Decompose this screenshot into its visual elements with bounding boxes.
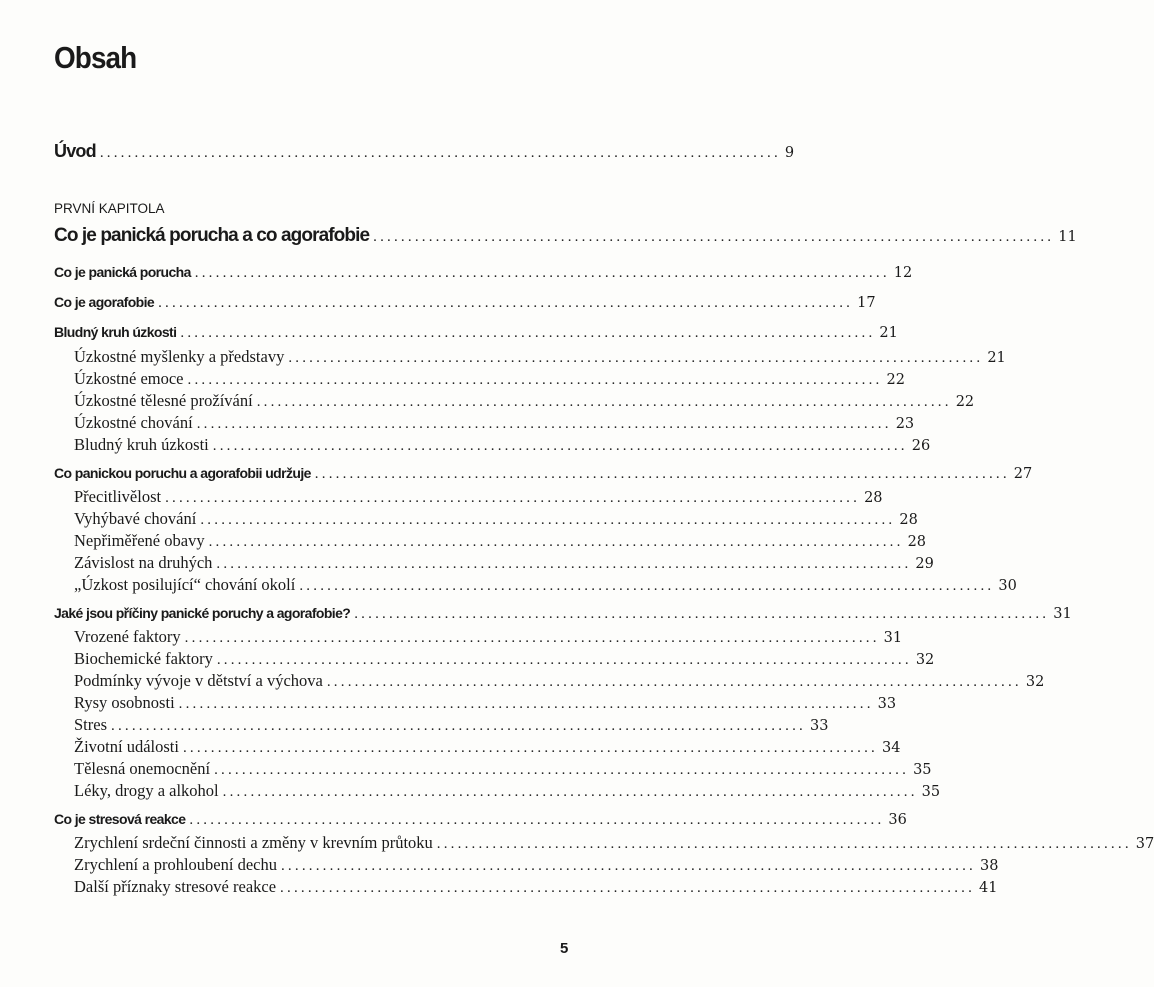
toc-entry[interactable] xyxy=(74,855,999,877)
dot-leader: .................................................................................................... xyxy=(222,784,918,800)
dot-leader: .................................................................................................... xyxy=(200,512,896,528)
dot-leader: .................................................................................................... xyxy=(216,556,912,572)
dot-leader: .................................................................................................... xyxy=(214,762,910,778)
entry-page: 31 xyxy=(1053,606,1072,622)
entry-page: 37 xyxy=(1135,836,1154,852)
entry-page: 22 xyxy=(886,372,905,388)
entry-page: 28 xyxy=(907,534,927,550)
dot-leader: .................................................................................................... xyxy=(280,858,976,874)
entry-page: 22 xyxy=(955,394,975,410)
toc-entry[interactable] xyxy=(74,627,903,649)
dot-leader: .................................................................................................... xyxy=(314,466,1010,482)
entry-label: Úzkostné myšlenky a představy xyxy=(74,347,285,366)
entry-page: 28 xyxy=(864,490,883,506)
dot-leader: .................................................................................................... xyxy=(165,490,861,506)
entry-page: 30 xyxy=(998,578,1017,594)
entry-label: Nepřiměřené obavy xyxy=(74,531,205,550)
entry-label: Úvod xyxy=(54,141,96,161)
toc-entry[interactable] xyxy=(74,671,1045,693)
toc-entry[interactable] xyxy=(74,781,941,803)
toc-entry[interactable] xyxy=(74,737,901,759)
toc-entry[interactable] xyxy=(74,369,905,391)
page-title: Obsah xyxy=(54,40,137,75)
entry-page: 29 xyxy=(915,556,934,572)
dot-leader: .................................................................................................... xyxy=(212,438,908,454)
toc-entry-intro[interactable] xyxy=(54,141,795,163)
entry-label: Tělesná onemocnění xyxy=(74,759,211,778)
entry-label: Co panickou poruchu a agorafobii udržuje xyxy=(54,465,311,481)
toc-entry[interactable] xyxy=(74,435,931,457)
toc-entry[interactable] xyxy=(54,324,898,346)
toc-entry[interactable] xyxy=(74,877,998,899)
toc-entry[interactable] xyxy=(74,649,935,671)
dot-leader: .................................................................................................... xyxy=(178,696,874,712)
entry-label: Stres xyxy=(74,715,107,734)
entry-page: 28 xyxy=(899,512,918,528)
toc-entry[interactable] xyxy=(74,715,829,737)
entry-label: Co je panická porucha xyxy=(54,264,191,280)
entry-page: 32 xyxy=(1025,674,1045,690)
toc-entry[interactable] xyxy=(74,759,932,781)
dot-leader: .................................................................................................... xyxy=(280,880,976,896)
entry-label: Zrychlení a prohloubení dechu xyxy=(74,855,277,874)
toc-entry[interactable] xyxy=(74,693,897,715)
dot-leader: .................................................................................................... xyxy=(354,606,1050,622)
entry-label: Zrychlení srdeční činnosti a změny v krevním průtoku xyxy=(74,833,433,852)
toc-entry[interactable] xyxy=(74,413,915,435)
entry-label: Úzkostné chování xyxy=(74,413,193,432)
dot-leader: .................................................................................................... xyxy=(256,394,952,410)
entry-label: Bludný kruh úzkosti xyxy=(54,324,177,340)
entry-label: Závislost na druhých xyxy=(74,553,213,572)
entry-label: Přecitlivělost xyxy=(74,487,162,506)
toc-entry[interactable] xyxy=(74,509,918,531)
dot-leader: .................................................................................................... xyxy=(111,718,806,734)
entry-label: Rysy osobnosti xyxy=(74,693,175,712)
entry-page: 11 xyxy=(1058,229,1077,245)
dot-leader: .................................................................................................... xyxy=(288,350,984,366)
entry-label: „Úzkost posilující“ chování okolí xyxy=(74,575,296,594)
dot-leader: .................................................................................................... xyxy=(196,416,892,432)
entry-page: 32 xyxy=(915,652,935,668)
dot-leader: .................................................................................................... xyxy=(436,836,1132,852)
chapter-kicker: PRVNÍ KAPITOLA xyxy=(54,201,165,216)
toc-entry[interactable] xyxy=(74,575,1017,597)
toc-entry[interactable] xyxy=(74,553,934,575)
entry-label: Úzkostné tělesné prožívání xyxy=(74,391,253,410)
toc-entry[interactable] xyxy=(74,347,1006,369)
dot-leader: .................................................................................................. xyxy=(99,145,781,161)
dot-leader: .................................................................................................... xyxy=(299,578,995,594)
entry-label: Biochemické faktory xyxy=(74,649,213,668)
entry-label: Podmínky vývoje v dětství a výchova xyxy=(74,671,323,690)
toc-entry[interactable] xyxy=(54,605,1072,627)
entry-label: Úzkostné emoce xyxy=(74,369,184,388)
entry-page: 23 xyxy=(895,416,915,432)
entry-page: 38 xyxy=(979,858,999,874)
entry-page: 21 xyxy=(987,350,1006,366)
entry-page: 33 xyxy=(877,696,897,712)
dot-leader: .................................................................................................... xyxy=(216,652,912,668)
toc-entry[interactable] xyxy=(74,487,883,509)
entry-page: 33 xyxy=(810,718,829,734)
entry-page: 12 xyxy=(893,265,913,281)
toc-entry[interactable] xyxy=(54,264,913,286)
entry-page: 35 xyxy=(921,784,941,800)
dot-leader: .................................................................................................... xyxy=(180,325,876,341)
entry-page: 41 xyxy=(979,880,998,896)
entry-page: 31 xyxy=(883,630,903,646)
toc-entry[interactable] xyxy=(54,294,876,316)
toc-entry[interactable] xyxy=(74,531,927,553)
entry-label: Další příznaky stresové reakce xyxy=(74,877,277,896)
toc-entry[interactable] xyxy=(74,833,1154,855)
dot-leader: .................................................................................................... xyxy=(158,295,854,311)
page-number: 5 xyxy=(560,940,569,957)
dot-leader: .................................................................................................... xyxy=(189,812,885,828)
entry-page: 9 xyxy=(784,145,795,161)
entry-page: 34 xyxy=(881,740,901,756)
dot-leader: .................................................................................................... xyxy=(326,674,1022,690)
entry-label: Léky, drogy a alkohol xyxy=(74,781,219,800)
toc-entry[interactable] xyxy=(54,465,1033,487)
entry-page: 27 xyxy=(1013,466,1033,482)
dot-leader: .................................................................................................... xyxy=(187,372,883,388)
entry-label: Co je panická porucha a co agorafobie xyxy=(54,225,370,246)
toc-entry-chapter[interactable] xyxy=(54,225,1077,247)
entry-label: Jaké jsou příčiny panické poruchy a agorafobie? xyxy=(54,605,351,621)
entry-label: Životní události xyxy=(74,737,179,756)
dot-leader: .................................................................................................. xyxy=(373,229,1055,245)
toc-entry[interactable] xyxy=(54,811,907,833)
entry-label: Co je stresová reakce xyxy=(54,811,186,827)
entry-label: Bludný kruh úzkosti xyxy=(74,435,209,454)
entry-page: 35 xyxy=(913,762,932,778)
entry-page: 17 xyxy=(857,295,876,311)
dot-leader: .................................................................................................... xyxy=(208,534,904,550)
entry-label: Vyhýbavé chování xyxy=(74,509,197,528)
entry-label: Co je agorafobie xyxy=(54,294,155,310)
toc-entry[interactable] xyxy=(74,391,975,413)
entry-label: Vrozené faktory xyxy=(74,627,181,646)
entry-page: 26 xyxy=(911,438,931,454)
dot-leader: .................................................................................................... xyxy=(184,630,880,646)
dot-leader: .................................................................................................... xyxy=(182,740,878,756)
entry-page: 36 xyxy=(888,812,907,828)
entry-page: 21 xyxy=(879,325,898,341)
dot-leader: .................................................................................................... xyxy=(194,265,890,281)
